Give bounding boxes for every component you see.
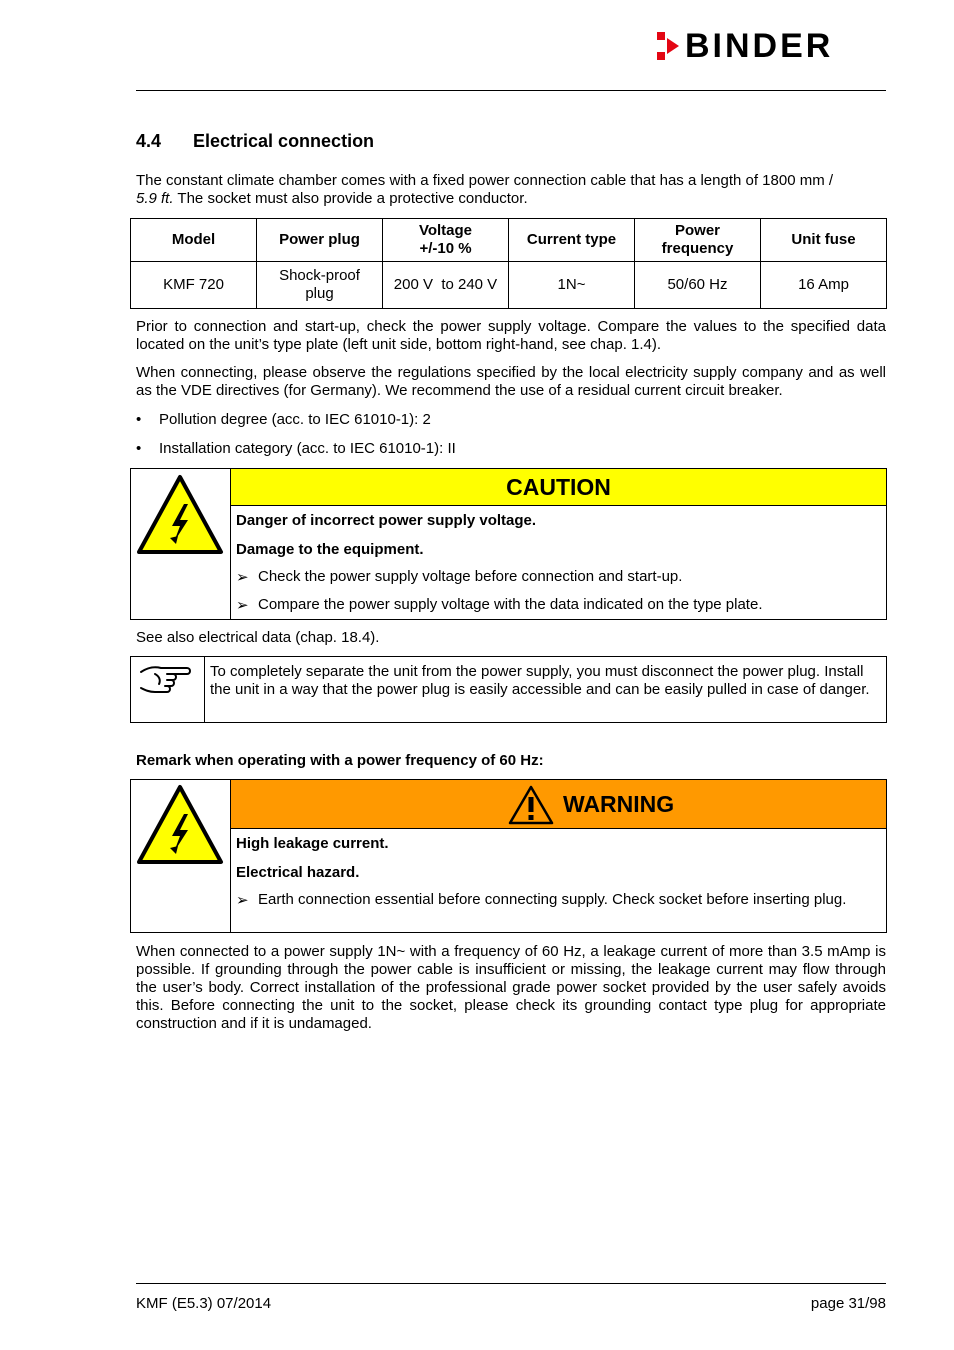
intro-line-1: The constant climate chamber comes with a fixed power connection cable that has a length of 1800 mm / xyxy=(136,172,834,189)
caution-banner: CAUTION xyxy=(231,469,886,506)
table-cell: 50/60 Hz xyxy=(635,262,761,309)
table-header-cell: Model xyxy=(131,219,257,262)
intro-length-ft: 5.9 ft. xyxy=(136,190,174,207)
arrow-bullet-icon: ➢ xyxy=(236,892,249,909)
warning-instruction: Earth connection essential before connecting supply. Check socket before inserting plug. xyxy=(258,891,847,908)
high-voltage-warning-icon xyxy=(136,784,224,866)
exclamation-triangle-icon xyxy=(507,784,555,826)
table-cell: 1N~ xyxy=(509,262,635,309)
arrow-bullet-icon: ➢ xyxy=(236,597,249,614)
intro-paragraph xyxy=(136,172,886,208)
note-divider xyxy=(204,656,205,723)
table-row xyxy=(131,262,887,309)
warning-danger-text: High leakage current. xyxy=(236,835,389,852)
header-rule xyxy=(136,90,886,91)
pointing-hand-icon xyxy=(137,662,193,702)
footer-rule xyxy=(136,1283,886,1284)
see-also-text: See also electrical data (chap. 18.4). xyxy=(136,629,380,646)
table-header-row xyxy=(131,219,887,262)
logo-wordmark: BINDER xyxy=(685,27,834,65)
binder-logo-mark-icon xyxy=(655,30,681,62)
table-cell: 16 Amp xyxy=(761,262,887,309)
list-item-text: Pollution degree (acc. to IEC 61010-1): 2 xyxy=(159,411,431,428)
table-header-cell: Power plug xyxy=(257,219,383,262)
caution-consequence-text: Damage to the equipment. xyxy=(236,541,424,558)
footer-page-number: page 31/98 xyxy=(810,1295,886,1312)
list-item-text: Installation category (acc. to IEC 61010-1): II xyxy=(159,440,456,457)
table-header-cell: Power frequency xyxy=(635,219,761,262)
spec-table xyxy=(130,218,887,309)
table-header-cell: Voltage +/-10 % xyxy=(383,219,509,262)
connecting-paragraph: When connecting, please observe the regulations specified by the local electricity supply company and as well as the VDE directives (for Germany). We recommend the use of a residual current circuit breaker. xyxy=(136,364,886,399)
warning-banner-label: WARNING xyxy=(563,791,675,817)
intro-protective-conductor: The socket must also provide a protective conductor. xyxy=(173,190,528,207)
bullet-dot: • xyxy=(136,411,142,428)
remark-heading: Remark when operating with a power frequency of 60 Hz: xyxy=(136,752,544,769)
high-voltage-warning-icon xyxy=(136,474,224,556)
table-cell: 200 V to 240 V xyxy=(383,262,509,309)
table-header-cell: Current type xyxy=(509,219,635,262)
table-cell: Shock-proof plug xyxy=(257,262,383,309)
table-header-cell: Unit fuse xyxy=(761,219,887,262)
binder-logo xyxy=(655,28,887,64)
arrow-bullet-icon: ➢ xyxy=(236,569,249,586)
note-text: To completely separate the unit from the power supply, you must disconnect the power plug. Install the unit in a way that the power plug is easily accessible and can be easily pulled in case of danger. xyxy=(210,663,870,698)
caution-danger-text: Danger of incorrect power supply voltage. xyxy=(236,512,537,529)
intro-line-2 xyxy=(136,190,886,208)
caution-instruction: Compare the power supply voltage with the data indicated on the type plate. xyxy=(258,596,763,613)
footer-document-id: KMF (E5.3) 07/2014 xyxy=(136,1295,272,1312)
bullet-dot: • xyxy=(136,440,142,457)
section-number: 4.4 xyxy=(136,131,162,151)
prior-connection-paragraph: Prior to connection and start-up, check the power supply voltage. Compare the values to the specified data located on the unit’s type plate (left unit side, bottom right-hand, see chap. 1.4). xyxy=(136,318,886,353)
leakage-current-paragraph: When connected to a power supply 1N~ with a frequency of 60 Hz, a leakage current of more than 3.5 mAmp is possible. If grounding through the power cable is insufficient or missing, the leakage current may flow through the user’s body. Correct installation of the professional grade power socket provided by the user safely avoids this. Before connecting the unit to the socket, please check its grounding contact type plug for appropriate construction and if it is undamaged. xyxy=(136,943,886,1032)
caution-instruction: Check the power supply voltage before connection and start-up. xyxy=(258,568,683,585)
section-title: Electrical connection xyxy=(193,131,375,151)
table-cell: KMF 720 xyxy=(131,262,257,309)
warning-banner xyxy=(231,780,886,829)
warning-consequence-text: Electrical hazard. xyxy=(236,864,360,881)
